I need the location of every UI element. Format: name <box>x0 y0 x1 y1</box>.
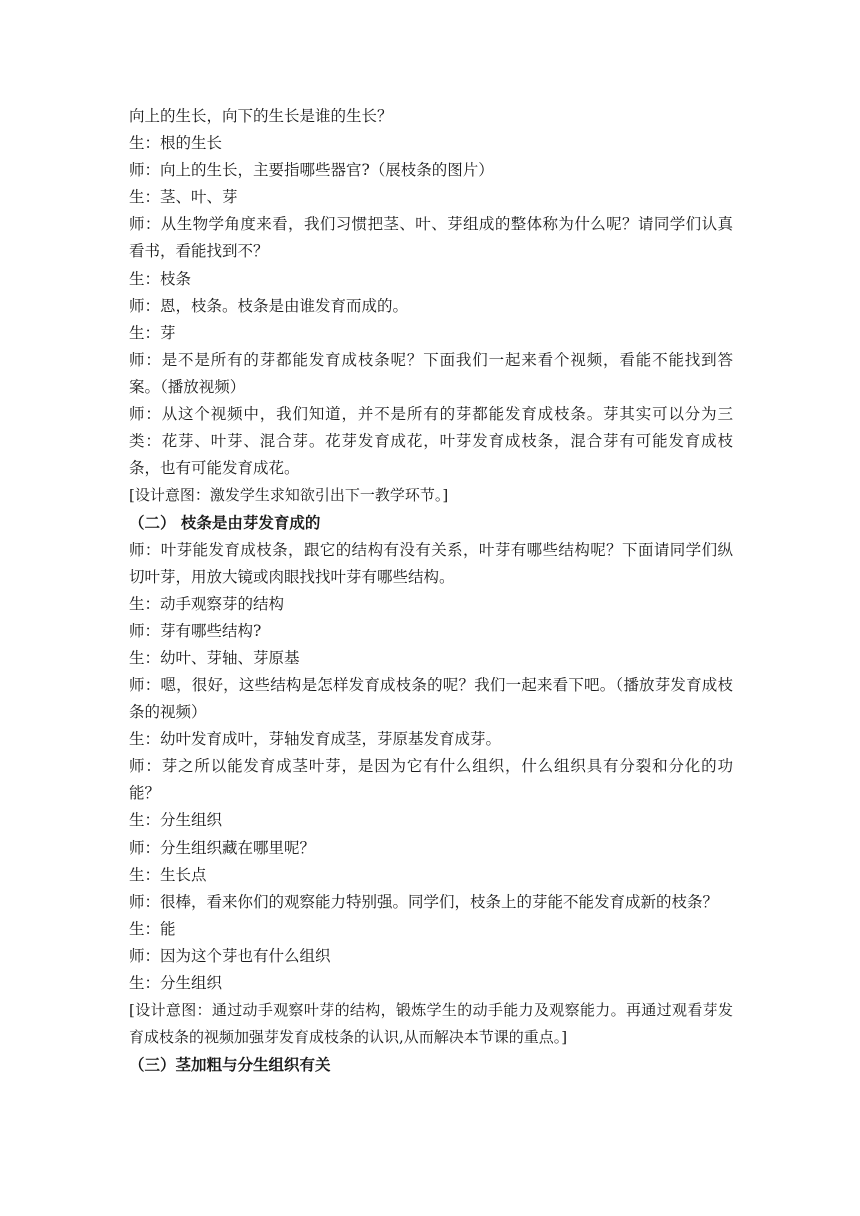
text-line: 生：根的生长 <box>129 134 223 153</box>
text-line: 师：向上的生长，主要指哪些器官?（展枝条的图片） <box>129 161 494 180</box>
design-intent-note: [设计意图：激发学生求知欲引出下一教学环节。] <box>129 486 449 505</box>
text-line: 师：从这个视频中，我们知道，并不是所有的芽都能发育成枝条。芽其实可以分为三类：花芽、叶芽、混合芽。花芽发育成花，叶芽发育成枝条，混合芽有可能发育成枝条，也有可能发育成花。 <box>129 405 733 478</box>
design-intent-note: [设计意图：通过动手观察叶芽的结构，锻炼学生的动手能力及观察能力。再通过观看芽发育成枝条的视频加强芽发育成枝条的认识,从而解决本节课的重点。] <box>129 1001 733 1047</box>
text-line: 生：茎、叶、芽 <box>129 188 238 207</box>
text-line: 生：生长点 <box>129 865 207 884</box>
text-line: 师：芽之所以能发育成茎叶芽，是因为它有什么组织，什么组织具有分裂和分化的功能？ <box>129 757 733 803</box>
text-line: 生：能 <box>129 919 176 938</box>
text-line: 师：从生物学角度来看，我们习惯把茎、叶、芽组成的整体称为什么呢？请同学们认真看书，看能找到不？ <box>129 215 733 261</box>
text-line: 师：因为这个芽也有什么组织 <box>129 946 331 965</box>
text-line: 生：幼叶发育成叶，芽轴发育成茎，芽原基发育成芽。 <box>129 730 502 749</box>
text-line: 生：动手观察芽的结构 <box>129 594 285 613</box>
document-body <box>129 103 733 1078</box>
text-line: 师：叶芽能发育成枝条，跟它的结构有没有关系，叶芽有哪些结构呢？下面请同学们纵切叶芽，用放大镜或肉眼找找叶芽有哪些结构。 <box>129 540 733 586</box>
text-line: 生：芽 <box>129 323 176 342</box>
text-line: 师：分生组织藏在哪里呢？ <box>129 838 316 857</box>
text-line: 师：是不是所有的芽都能发育成枝条呢？下面我们一起来看个视频，看能不能找到答案。（播放视频） <box>129 350 733 396</box>
section-heading: （三）茎加粗与分生组织有关 <box>129 1055 331 1075</box>
text-line: 生：幼叶、芽轴、芽原基 <box>129 648 300 667</box>
text-line: 生：分生组织 <box>129 811 223 830</box>
section-heading: （二） 枝条是由芽发育成的 <box>129 513 321 533</box>
text-line: 生：枝条 <box>129 269 192 288</box>
text-line: 师：很棒，看来你们的观察能力特别强。同学们，枝条上的芽能不能发育成新的枝条？ <box>129 892 719 911</box>
text-line: 师：芽有哪些结构? <box>129 621 262 640</box>
text-line: 师：恩，枝条。枝条是由谁发育而成的。 <box>129 296 409 315</box>
text-line: 向上的生长，向下的生长是谁的生长？ <box>129 107 393 125</box>
text-line: 生：分生组织 <box>129 974 223 992</box>
text-line: 师：嗯，很好，这些结构是怎样发育成枝条的呢？我们一起来看下吧。（播放芽发育成枝条的视频） <box>129 675 733 722</box>
